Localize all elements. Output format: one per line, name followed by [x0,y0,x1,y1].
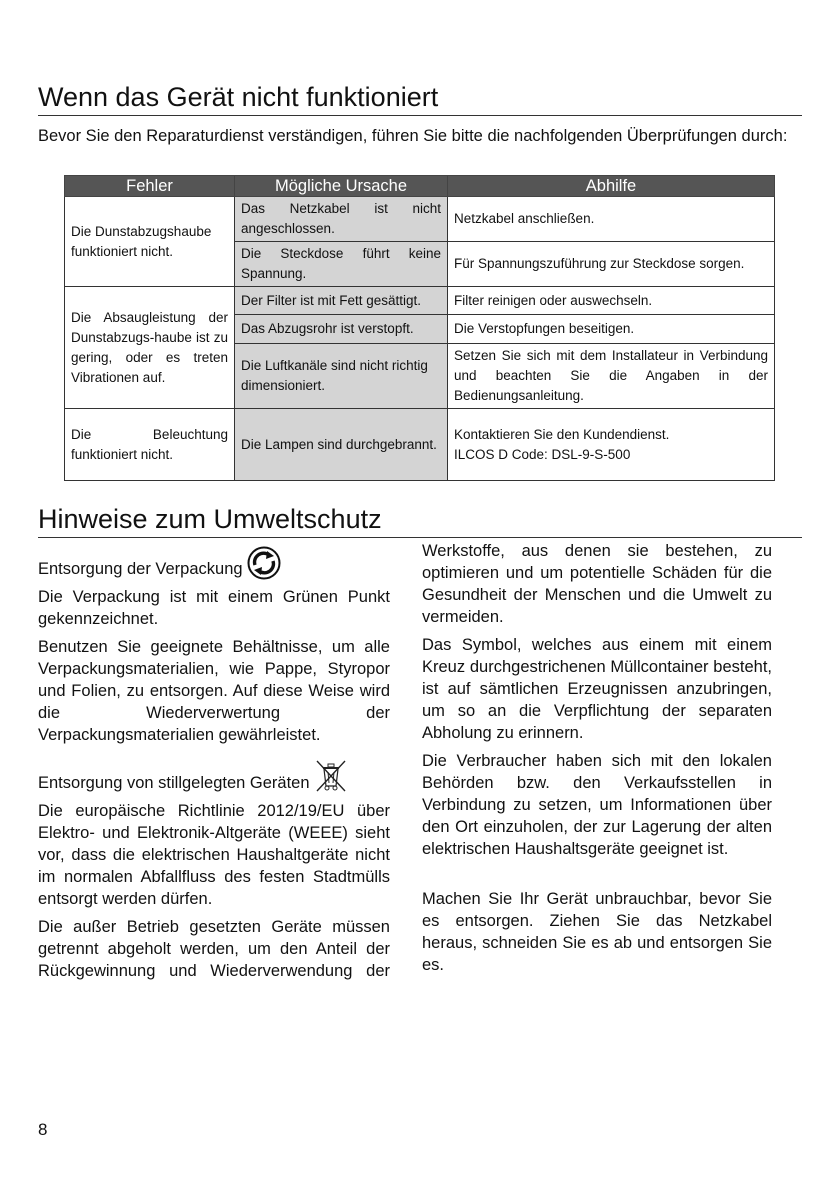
packaging-heading-row [38,546,390,580]
section-title-troubleshooting: Wenn das Gerät nicht funktioniert [38,80,802,116]
packaging-paragraph: Benutzen Sie geeignete Behältnisse, um alle Verpackungsmaterialien, wie Pappe, Styropor und Folien, zu entsorgen. Auf diese Weise wird die Wiederverwertung der Verpackungsmaterialien gewährleistet. [38,638,390,744]
cause-cell: Das Abzugsrohr ist verstopft. [235,315,448,344]
remedy-cell: Setzen Sie sich mit dem Installateur in Verbindung und beachten Sie die Angaben in der Bedienungsanleitung. [448,344,775,409]
header-fault: Fehler [65,176,235,197]
table-header-row [65,176,775,197]
devices-heading-row [38,758,390,794]
table-row [65,197,775,242]
green-dot-recycling-icon [247,546,281,580]
cause-cell: Die Steckdose führt keine Spannung. [235,242,448,287]
devices-paragraph: Die europäische Richtlinie 2012/19/EU über Elektro- und Elektronik-Altgeräte (WEEE) sieht vor, dass die elektrischen Haushaltgeräte nicht im normalen Abfallfluss des festen Stadtmülls entsorgt werden dürfen. [38,802,390,908]
cause-cell: Der Filter ist mit Fett gesättigt. [235,287,448,315]
troubleshooting-intro: Bevor Sie den Reparaturdienst verständigen, führen Sie bitte die nachfolgenden Überprüfungen durch: [38,127,788,145]
remedy-cell: Für Spannungszuführung zur Steckdose sorgen. [448,242,775,287]
devices-paragraph: Das Symbol, welches aus einem mit einem Kreuz durchgestrichenen Müllcontainer besteht, ist auf sämtlichen Erzeugnissen anzubringen, um so an die Verpflichtung der separaten Abholung zu erinnern. [422,636,772,742]
crossed-out-bin-icon [314,758,348,794]
packaging-heading: Entsorgung der Verpackung [38,560,243,578]
page-number: 8 [38,1120,48,1139]
devices-paragraph: Werkstoffe, aus denen sie bestehen, zu optimieren und um potentielle Schäden für die Gesundheit der Menschen und die Umwelt zu vermeiden. [422,542,772,626]
devices-paragraph: Machen Sie Ihr Gerät unbrauchbar, bevor Sie es entsorgen. Ziehen Sie das Netzkabel heraus, schneiden Sie es ab und entsorgen Sie es. [422,890,772,974]
devices-paragraph: Die Verbraucher haben sich mit den lokalen Behörden bzw. den Verkaufsstellen in Verbindung zu setzen, um Informationen über den Ort einzuholen, der zur Lagerung der alten elektrischen Haushaltsgeräte geeignet ist. [422,752,772,858]
troubleshooting-table [64,175,775,481]
table-row [65,409,775,481]
fault-cell: Die Dunstabzugshaube funktioniert nicht. [65,197,235,287]
header-cause: Mögliche Ursache [235,176,448,197]
table-row [65,287,775,315]
devices-paragraph: Die außer Betrieb gesetzten Geräte müssen getrennt abgeholt werden, um den Anteil der Rückgewinnung und Wiederverwendung der [38,918,390,980]
remedy-cell: Netzkabel anschließen. [448,197,775,242]
packaging-paragraph: Die Verpackung ist mit einem Grünen Punkt gekennzeichnet. [38,588,390,628]
remedy-line: Kontaktieren Sie den Kundendienst. [454,426,670,442]
fault-cell: Die Absaugleistung der Dunstabzugs-haube ist zu gering, oder es treten Vibrationen auf. [65,287,235,409]
fault-cell: Die Beleuchtung funktioniert nicht. [65,409,235,481]
section-title-environment: Hinweise zum Umweltschutz [38,502,802,538]
remedy-cell: Die Verstopfungen beseitigen. [448,315,775,344]
right-column [422,540,772,982]
remedy-cell [448,409,775,481]
ilcos-code: ILCOS D Code: DSL-9-S-500 [454,446,631,462]
cause-cell: Das Netzkabel ist nicht angeschlossen. [235,197,448,242]
remedy-cell: Filter reinigen oder auswechseln. [448,287,775,315]
left-column [38,540,390,988]
cause-cell: Die Lampen sind durchgebrannt. [235,409,448,481]
header-remedy: Abhilfe [448,176,775,197]
cause-cell: Die Luftkanäle sind nicht richtig dimensioniert. [235,344,448,409]
devices-heading: Entsorgung von stillgelegten Geräten [38,774,310,792]
